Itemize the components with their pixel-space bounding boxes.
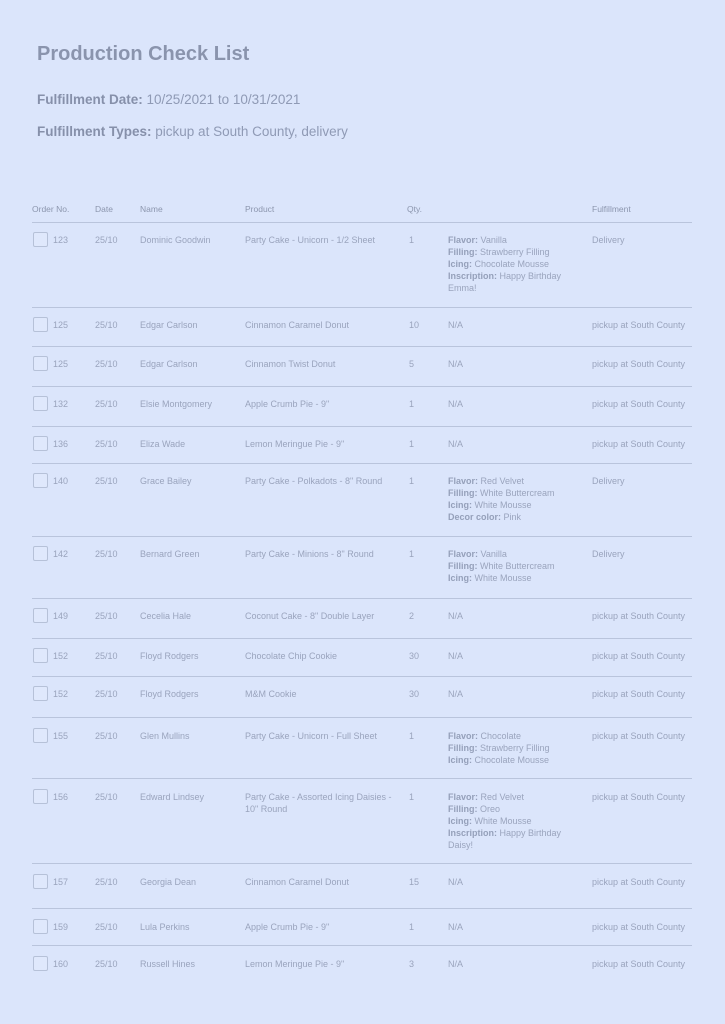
order-details: N/A — [448, 651, 464, 661]
fulfillment-type: pickup at South County — [592, 439, 686, 449]
order-details: N/A — [448, 320, 464, 330]
customer-name: Floyd Rodgers — [140, 689, 199, 699]
fulfillment-type: Delivery — [592, 235, 625, 245]
order-number: 157 — [53, 877, 69, 887]
table-row — [32, 427, 692, 464]
detail-label: Decor color: — [448, 512, 502, 522]
row-checkbox[interactable] — [33, 728, 48, 743]
product-name: Party Cake - Unicorn - Full Sheet — [245, 731, 378, 741]
customer-name: Edgar Carlson — [140, 320, 198, 330]
detail-label: Icing: — [448, 259, 472, 269]
order-date: 25/10 — [95, 792, 118, 802]
quantity: 1 — [409, 399, 415, 409]
detail-line — [448, 742, 583, 754]
order-number: 125 — [53, 359, 69, 369]
detail-label: Icing: — [448, 755, 472, 765]
quantity: 5 — [409, 359, 415, 369]
order-details: N/A — [448, 922, 464, 932]
table-row — [32, 779, 692, 864]
product-name: Party Cake - Unicorn - 1/2 Sheet — [245, 235, 376, 245]
row-checkbox[interactable] — [33, 919, 48, 934]
fulfillment-type: pickup at South County — [592, 359, 686, 369]
fulfillment-type: pickup at South County — [592, 731, 686, 741]
order-details — [448, 234, 583, 294]
customer-name: Edward Lindsey — [140, 792, 205, 802]
fulfillment-type: pickup at South County — [592, 877, 686, 887]
order-details: N/A — [448, 399, 464, 409]
fulfillment-types-value: pickup at South County, delivery — [155, 124, 348, 139]
quantity: 3 — [409, 959, 415, 969]
fulfillment-type: pickup at South County — [592, 611, 686, 621]
product-name: Lemon Meringue Pie - 9" — [245, 439, 345, 449]
order-details: N/A — [448, 689, 464, 699]
table-row — [32, 347, 692, 387]
table-row — [32, 909, 692, 946]
quantity: 30 — [409, 689, 420, 699]
detail-label: Inscription: — [448, 828, 497, 838]
quantity: 1 — [409, 235, 415, 245]
customer-name: Elsie Montgomery — [140, 399, 213, 409]
detail-value: Pink — [503, 512, 522, 522]
row-checkbox[interactable] — [33, 356, 48, 371]
order-date: 25/10 — [95, 235, 118, 245]
table-row — [32, 537, 692, 599]
order-date: 25/10 — [95, 731, 118, 741]
order-details — [448, 791, 583, 851]
quantity: 1 — [409, 731, 415, 741]
product-name: Cinnamon Caramel Donut — [245, 320, 350, 330]
customer-name: Georgia Dean — [140, 877, 197, 887]
detail-line — [448, 730, 583, 742]
detail-label: Filling: — [448, 247, 478, 257]
fulfillment-type: pickup at South County — [592, 651, 686, 661]
detail-label: Inscription: — [448, 271, 497, 281]
fulfillment-type: pickup at South County — [592, 399, 686, 409]
detail-line — [448, 246, 583, 258]
product-name: Lemon Meringue Pie - 9" — [245, 959, 345, 969]
order-details: N/A — [448, 959, 464, 969]
fulfillment-date-value: 10/25/2021 to 10/31/2021 — [146, 92, 301, 107]
header-order: Order No. — [32, 204, 70, 214]
detail-line — [448, 270, 583, 294]
table-row — [32, 639, 692, 677]
detail-line — [448, 499, 583, 511]
table-row — [32, 718, 692, 779]
product-name: Coconut Cake - 8" Double Layer — [245, 611, 375, 621]
fulfillment-type: Delivery — [592, 476, 625, 486]
order-date: 25/10 — [95, 439, 118, 449]
quantity: 1 — [409, 549, 415, 559]
order-number: 160 — [53, 959, 69, 969]
order-number: 152 — [53, 651, 69, 661]
row-checkbox[interactable] — [33, 232, 48, 247]
table-row — [32, 308, 692, 347]
detail-line — [448, 560, 583, 572]
product-name: Party Cake - Polkadots - 8" Round — [245, 476, 383, 486]
fulfillment-type: pickup at South County — [592, 922, 686, 932]
table-row — [32, 946, 692, 982]
quantity: 1 — [409, 476, 415, 486]
detail-value: Oreo — [480, 804, 501, 814]
detail-value: Strawberry Filling — [480, 247, 550, 257]
order-date: 25/10 — [95, 922, 118, 932]
order-number: 149 — [53, 611, 69, 621]
detail-value: Happy Birthday Emma! — [448, 271, 562, 293]
table-body — [32, 223, 692, 982]
detail-label: Filling: — [448, 743, 478, 753]
product-name: Chocolate Chip Cookie — [245, 651, 338, 661]
detail-label: Flavor: — [448, 235, 479, 245]
product-name: Party Cake - Minions - 8" Round — [245, 549, 374, 559]
order-date: 25/10 — [95, 611, 118, 621]
detail-line — [448, 487, 583, 499]
header-date: Date — [95, 204, 113, 214]
order-date: 25/10 — [95, 877, 118, 887]
detail-value: Strawberry Filling — [480, 743, 550, 753]
fulfillment-type: pickup at South County — [592, 320, 686, 330]
row-checkbox[interactable] — [33, 874, 48, 889]
quantity: 2 — [409, 611, 415, 621]
row-checkbox[interactable] — [33, 789, 48, 804]
header-fulfillment: Fulfillment — [592, 204, 631, 214]
order-number: 152 — [53, 689, 69, 699]
detail-label: Filling: — [448, 804, 478, 814]
customer-name: Lula Perkins — [140, 922, 190, 932]
order-details: N/A — [448, 611, 464, 621]
row-checkbox[interactable] — [33, 473, 48, 488]
detail-value: Chocolate — [480, 731, 522, 741]
order-number: 142 — [53, 549, 69, 559]
customer-name: Cecelia Hale — [140, 611, 192, 621]
order-date: 25/10 — [95, 320, 118, 330]
customer-name: Russell Hines — [140, 959, 196, 969]
product-name: Cinnamon Twist Donut — [245, 359, 336, 369]
order-date: 25/10 — [95, 399, 118, 409]
row-checkbox[interactable] — [33, 956, 48, 971]
order-details: N/A — [448, 439, 464, 449]
order-date: 25/10 — [95, 359, 118, 369]
detail-line — [448, 815, 583, 827]
product-name: Apple Crumb Pie - 9" — [245, 922, 330, 932]
detail-label: Icing: — [448, 500, 472, 510]
detail-line — [448, 475, 583, 487]
order-number: 156 — [53, 792, 69, 802]
detail-line — [448, 803, 583, 815]
detail-label: Filling: — [448, 488, 478, 498]
order-details: N/A — [448, 359, 464, 369]
header-qty: Qty. — [407, 204, 422, 214]
row-checkbox[interactable] — [33, 436, 48, 451]
detail-value: Red Velvet — [480, 476, 525, 486]
order-date: 25/10 — [95, 476, 118, 486]
page-title: Production Check List — [37, 43, 250, 65]
row-checkbox[interactable] — [33, 546, 48, 561]
detail-label: Icing: — [448, 816, 472, 826]
order-date: 25/10 — [95, 689, 118, 699]
customer-name: Glen Mullins — [140, 731, 190, 741]
order-number: 159 — [53, 922, 69, 932]
detail-line — [448, 258, 583, 270]
quantity: 10 — [409, 320, 420, 330]
row-checkbox[interactable] — [33, 648, 48, 663]
order-date: 25/10 — [95, 651, 118, 661]
detail-line — [448, 572, 583, 584]
fulfillment-type: pickup at South County — [592, 689, 686, 699]
table-row — [32, 864, 692, 909]
header-product: Product — [245, 204, 275, 214]
customer-name: Floyd Rodgers — [140, 651, 199, 661]
order-number: 123 — [53, 235, 69, 245]
order-date: 25/10 — [95, 959, 118, 969]
fulfillment-types — [37, 124, 348, 139]
detail-value: Vanilla — [480, 549, 507, 559]
table-header — [32, 202, 692, 223]
detail-label: Flavor: — [448, 792, 479, 802]
detail-label: Flavor: — [448, 731, 479, 741]
fulfillment-type: pickup at South County — [592, 792, 686, 802]
detail-value: White Mousse — [474, 816, 532, 826]
quantity: 30 — [409, 651, 420, 661]
table-row — [32, 464, 692, 537]
detail-label: Flavor: — [448, 476, 479, 486]
order-date: 25/10 — [95, 549, 118, 559]
order-details — [448, 475, 583, 523]
detail-line — [448, 791, 583, 803]
quantity: 1 — [409, 792, 415, 802]
detail-label: Filling: — [448, 561, 478, 571]
order-number: 155 — [53, 731, 69, 741]
order-number: 136 — [53, 439, 69, 449]
fulfillment-date-label: Fulfillment Date: — [37, 92, 143, 107]
table-row — [32, 223, 692, 308]
customer-name: Eliza Wade — [140, 439, 186, 449]
table-row — [32, 599, 692, 639]
fulfillment-type: pickup at South County — [592, 959, 686, 969]
detail-value: Happy Birthday Daisy! — [448, 828, 562, 850]
table-row — [32, 387, 692, 427]
order-number: 140 — [53, 476, 69, 486]
detail-line — [448, 827, 583, 851]
product-name: M&M Cookie — [245, 689, 297, 699]
row-checkbox[interactable] — [33, 686, 48, 701]
detail-value: White Buttercream — [480, 561, 555, 571]
detail-value: Chocolate Mousse — [474, 755, 550, 765]
customer-name: Bernard Green — [140, 549, 200, 559]
detail-value: White Mousse — [474, 500, 532, 510]
fulfillment-types-label: Fulfillment Types: — [37, 124, 152, 139]
detail-line — [448, 548, 583, 560]
production-table — [32, 202, 692, 982]
order-details: N/A — [448, 877, 464, 887]
product-name: Apple Crumb Pie - 9" — [245, 399, 330, 409]
quantity: 15 — [409, 877, 420, 887]
detail-value: White Mousse — [474, 573, 532, 583]
order-number: 132 — [53, 399, 69, 409]
row-checkbox[interactable] — [33, 608, 48, 623]
row-checkbox[interactable] — [33, 396, 48, 411]
header-name: Name — [140, 204, 163, 214]
detail-value: Chocolate Mousse — [474, 259, 550, 269]
fulfillment-date — [37, 92, 300, 107]
table-row — [32, 677, 692, 718]
customer-name: Edgar Carlson — [140, 359, 198, 369]
detail-label: Flavor: — [448, 549, 479, 559]
detail-value: Red Velvet — [480, 792, 525, 802]
quantity: 1 — [409, 922, 415, 932]
detail-value: Vanilla — [480, 235, 507, 245]
order-details — [448, 730, 583, 766]
customer-name: Grace Bailey — [140, 476, 192, 486]
fulfillment-type: Delivery — [592, 549, 625, 559]
order-number: 125 — [53, 320, 69, 330]
detail-value: White Buttercream — [480, 488, 555, 498]
row-checkbox[interactable] — [33, 317, 48, 332]
quantity: 1 — [409, 439, 415, 449]
detail-label: Icing: — [448, 573, 472, 583]
order-details — [448, 548, 583, 584]
product-name: Cinnamon Caramel Donut — [245, 877, 350, 887]
detail-line — [448, 234, 583, 246]
detail-line — [448, 511, 583, 523]
product-name: Party Cake - Assorted Icing Daisies - 10" Round — [245, 792, 392, 814]
customer-name: Dominic Goodwin — [140, 235, 211, 245]
detail-line — [448, 754, 583, 766]
